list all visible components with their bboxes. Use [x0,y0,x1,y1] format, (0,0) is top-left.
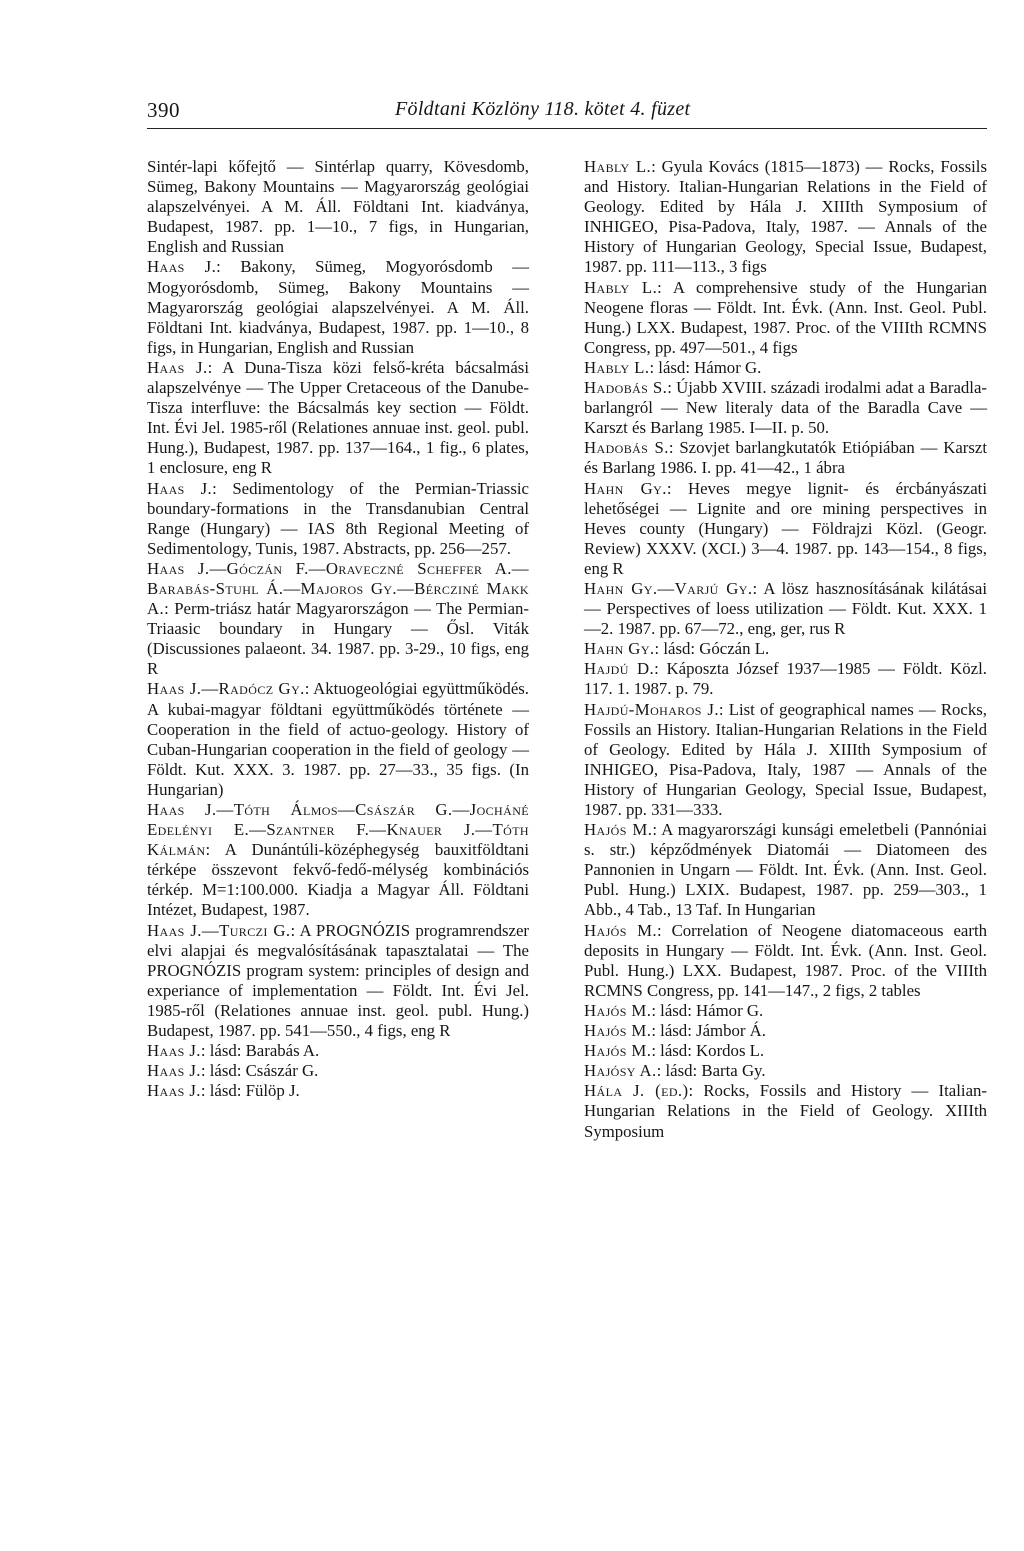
bibliography-entry [584,921,987,1001]
entry-author: Hajdú D. [584,659,655,679]
bibliography-entry [147,921,529,1042]
entry-text: : Correlation of Neogene diatomaceous earth deposits in Hungary — Földt. Int. Évk. (Ann. Inst. Geol. Publ. Hung.) LXX. Budapest, 1987. Proc. of the VIIIth RCMNS Congress, pp. 141—147., 2 figs, 2 tables [584,920,987,1000]
entry-author: Hadobás S. [584,438,669,458]
bibliography-entry [584,278,987,358]
entry-text: : Újabb XVIII. századi irodalmi adat a Baradla-barlangról — New literaly data of the Baradla Cave — Karszt és Barlang 1985. I—II. p. 50. [584,378,988,438]
running-title: Földtani Közlöny 118. kötet 4. füzet [395,98,691,120]
entry-text: : Sedimentology of the Permian-Triassic boundary-formations in the Transdanubian Central Range (Hungary) — IAS 8th Regional Meeting of Sedimentology, Tunis, 1987. Abstracts, pp. 256—257. [147,478,529,558]
entry-text: : lásd: Hámor G. [649,357,762,377]
entry-text: : Bakony, Sümeg, Mogyorósdomb — Mogyorósdomb, Sümeg, Bakony Mountains — Magyarország geológiai alapszelvényei. A M. Áll. Földtani Int. kiadványa, Budapest, 1987. pp. 1—10., 8 figs, in Hungarian, English and Russian [147,257,529,357]
entry-author: Haas J.—Radócz Gy. [147,679,305,699]
bibliography-entry [147,157,529,257]
entry-text: : lásd: Barta Gy. [656,1061,766,1081]
entry-text: : List of geographical names — Rocks, Fossils an History. Italian-Hungarian Relations in the Field of Geology. Edited by Hála J. XIIIth Symposium of INHIGEO, Pisa-Padova, Italy, 1987 — Annals of the History of Hungarian Geology, Special Issue, Budapest, 1987. pp. 331—333. [584,699,987,819]
bibliography-entry [584,659,987,699]
entry-author: Hajós M. [584,920,658,940]
entry-text: : Káposzta József 1937—1985 — Földt. Közl. 117. 1. 1987. p. 79. [584,659,987,699]
bibliography-entry [147,358,529,479]
bibliography-entry [584,579,987,639]
entry-text: : Szovjet barlangkutatók Etiópiában — Karszt és Barlang 1986. I. pp. 41—42., 1 ábra [584,438,988,478]
entry-text: : A PROGNÓZIS programrendszer elvi alapjai és megvalósításának tapasztalatai — The PROGNÓZIS program system: principles of design and experiance of implementation — Földt. Int. Évi Jel. 1985-ről (Relationes annuae inst. geol. publ. Hung.) Budapest, 1987. pp. 541—550., 4 figs, eng R [147,920,529,1041]
entry-author: Hahn Gy. [584,639,655,659]
entry-author: Hahn Gy.—Varjú Gy. [584,578,753,598]
entry-text: : A lösz hasznosításának kilátásai — Perspectives of loess utilization — Földt. Kut. XXX. 1—2. 1987. pp. 67—72., eng, ger, rus R [584,578,987,639]
bibliography-entry [584,1041,987,1061]
entry-text: : A magyarországi kunsági emeletbeli (Pannóniai s. str.) képződmények Diatomái — Diatomeen des Pannonien in Ungarn — Földt. Int. Évk. (Ann. Inst. Geol. Publ. Hung.) LXIX. Budapest, 1987. pp. 259—303., 1 Abb., 4 Tab., 13 Taf. In Hungarian [584,820,987,920]
bibliography-entry [147,679,529,800]
bibliography-entry [147,800,529,921]
entry-author: Haas J. [147,478,213,498]
bibliography-entry [584,1081,987,1141]
entry-text: : lásd: Hámor G. [651,1000,764,1020]
bibliography-entry [584,1061,987,1081]
right-column [584,157,987,1142]
entry-author: Haas J. [147,1041,201,1061]
entry-text: : lásd: Jámbor Á. [651,1021,766,1041]
entry-text: : A comprehensive study of the Hungarian Neogene floras — Földt. Int. Évk. (Ann. Inst. Geol. Publ. Hung.) LXX. Budapest, 1987. Proc. of the VIIIth RCMNS Congress, pp. 497—501., 4 figs [584,277,987,357]
bibliography-entry [147,479,529,559]
entry-author: Haas J.—Tóth Álmos—Császár G.—Jocháné Edelényi E.—Szantner F.—Knauer J.—Tóth Kálmán [147,800,529,860]
entry-author: Hajósy A. [584,1061,657,1081]
bibliography-entry [584,438,987,478]
bibliography-entry [584,378,987,438]
entry-text: : lásd: Barabás A. [200,1041,320,1061]
bibliography-entry [584,700,987,821]
bibliography-entry [147,1061,529,1081]
entry-author: Haas J. [147,257,217,277]
entry-author: Hajdú-Moharos J. [584,699,719,719]
entry-author: Hably L. [584,357,650,377]
bibliography-entry [584,479,987,579]
entry-text: : Gyula Kovács (1815—1873) — Rocks, Fossils and History. Italian-Hungarian Relations in the Field of Geology. Edited by Hála J. XIIIth Symposium of INHIGEO, Pisa-Padova, Italy, 1987. — Annals of the History of Hungarian Geology, Special Issue, Budapest, 1987. pp. 111—113., 3 figs [584,157,987,277]
entry-text: : lásd: Kordos L. [651,1041,765,1061]
entry-author: Hadobás S. [584,378,668,398]
entry-author: Hála J. (ed.) [584,1081,689,1101]
bibliography-entry [147,1041,529,1061]
bibliography-entry [584,820,987,920]
entry-author: Haas J. [147,1081,201,1101]
entry-text: : Perm-triász határ Magyarországon — The Permian-Triaasic boundary in Hungary — Ősl. Viták (Discussiones palaeont. 34. 1987. pp. 3-29., 10 figs, eng R [147,599,529,679]
left-column [147,157,529,1101]
entry-author: Haas J.—Góczán F.—Oraveczné Scheffer A.—Barabás-Stuhl Á.—Majoros Gy.—Bércziné Makk A. [147,558,529,619]
bibliography-entry [147,1081,529,1101]
page-header [147,98,987,129]
entry-author: Hajós M. [584,1000,652,1020]
bibliography-entry [147,559,529,680]
bibliography-entry [147,257,529,357]
entry-text: : Aktuogeológiai együttműködés. A kubai-magyar földtani együttműködés története — Cooperation in the field of actuo-geology. History of Cuban-Hungarian cooperation in the field of geology — Földt. Kut. XXX. 3. 1987. pp. 27—33., 35 figs. (In Hungarian) [147,679,529,799]
entry-text: : A Dunántúli-középhegység bauxitföldtani térképe összevont fekvő-fedő-mélység kombinációs térkép. M=1:100.000. Kiadja a Magyar Áll. Földtani Intézet, Budapest, 1987. [147,840,529,920]
entry-author: Haas J. [147,1061,201,1081]
bibliography-entry [584,1021,987,1041]
entry-text: : Rocks, Fossils and History — Italian-Hungarian Relations in the Field of Geology. XIIIth Symposium [584,1081,987,1141]
entry-author: Hahn Gy. [584,478,667,498]
page-number: 390 [147,98,180,122]
entry-text: : Heves megye lignit- és ércbányászati lehetőségei — Lignite and ore mining perspectives in Heves county (Hungary) — Földrajzi Közl. (Geogr. Review) XXXV. (XCI.) 3—4. 1987. pp. 143—154., 8 figs, eng R [584,478,987,578]
entry-text: : lásd: Fülöp J. [200,1081,300,1101]
bibliography-entry [584,1001,987,1021]
entry-text: : lásd: Császár G. [200,1061,319,1081]
bibliography-entry [584,157,987,278]
entry-text: : lásd: Góczán L. [654,639,770,659]
entry-author: Hably L. [584,277,658,297]
entry-author: Haas J.—Turczi G. [147,920,291,940]
entry-author: Hajós M. [584,1021,652,1041]
bibliography-entry [584,639,987,659]
bibliography-entry [584,358,987,378]
entry-author: Haas J. [147,357,208,377]
entry-author: Hajós M. [584,1041,652,1061]
entry-text: Sintér-lapi kőfejtő — Sintérlap quarry, Kövesdomb, Sümeg, Bakony Mountains — Magyarország geológiai alapszelvényei. A M. Áll. Földtani Int. kiadványa, Budapest, 1987. pp. 1—10., 7 figs, in Hungarian, English and Russian [147,157,529,257]
entry-text: : A Duna-Tisza közi felső-kréta bácsalmási alapszelvénye — The Upper Cretaceous of the Danube-Tisza interfluve: the Bácsalmás key section — Földt. Int. Évi Jel. 1985-ről (Relationes annuae inst. geol. publ. Hung.), Budapest, 1987. pp. 137—164., 1 fig., 6 plates, 1 enclosure, eng R [147,357,529,478]
entry-author: Hably L. [584,157,652,176]
entry-author: Hajós M. [584,820,653,840]
